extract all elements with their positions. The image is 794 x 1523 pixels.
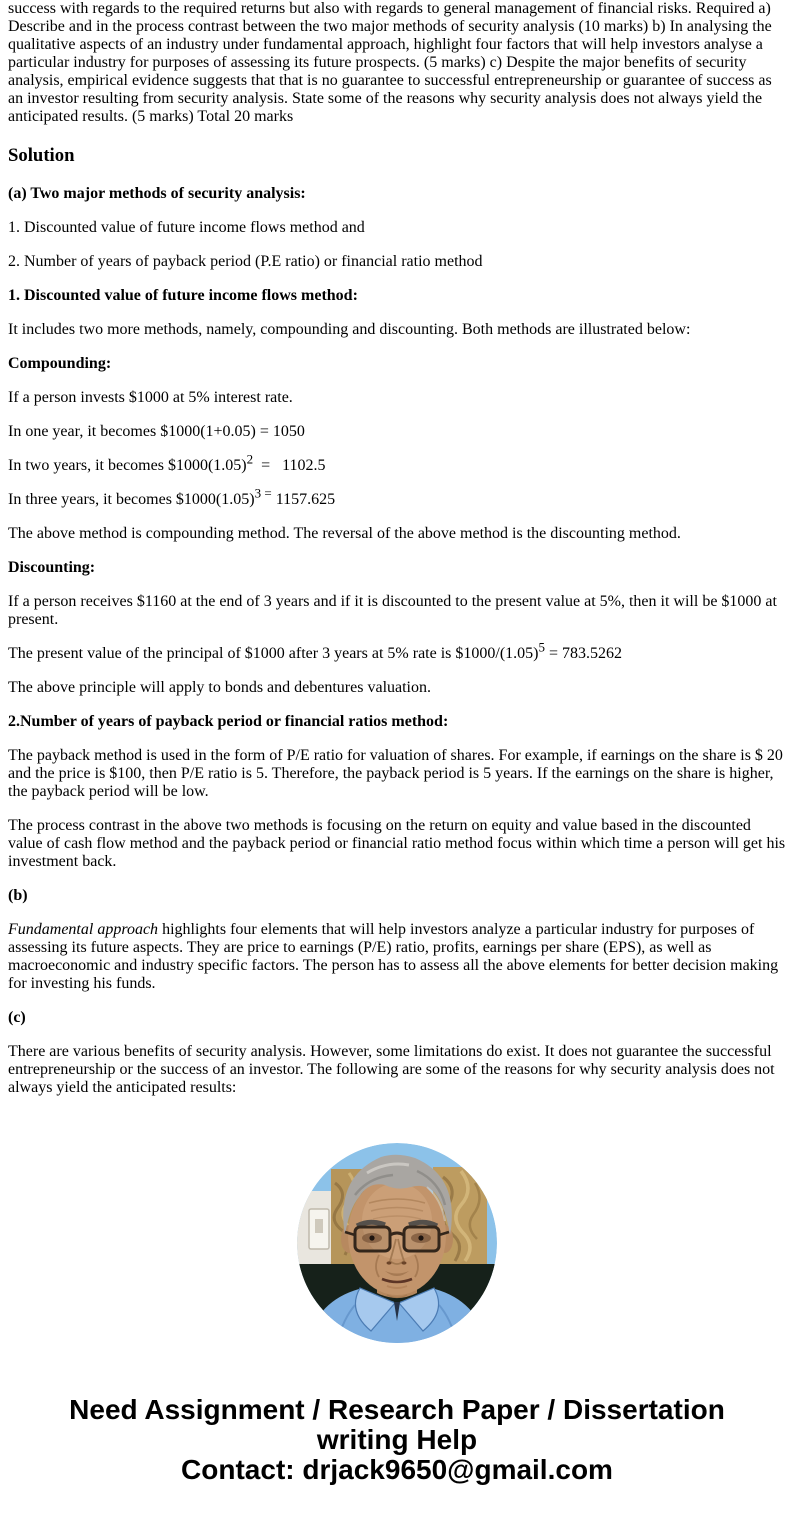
discounting-formula [8, 640, 786, 663]
compounding-year3 [8, 486, 786, 509]
discounting-p1: If a person receives $1160 at the end of 3 years and if it is discounted to the present value at 5%, then it will be $1000 at present. [8, 593, 777, 629]
discounting-heading: Discounting: [8, 559, 96, 577]
formula-exponent: 5 [538, 640, 545, 656]
compounding-invest: If a person invests $1000 at 5% interest rate. [8, 389, 293, 407]
banner-line-2: writing Help [316, 1424, 478, 1456]
portrait-image [297, 1143, 497, 1343]
banner-line-1: Need Assignment / Research Paper / Dissertation [69, 1394, 725, 1426]
intro-paragraph: success with regards to the required returns but also with regards to general management of financial risks. Required a) Describe and in the process contrast between the two major methods of security analysis (10 marks) b) In analysing the qualitative aspects of an industry under fundamental approach, highlight four factors that will help investors analyse a particular industry for purposes of assessing its future prospects. (5 marks) c) Despite the major benefits of security analysis, empirical evidence suggests that that is no guarantee to successful entrepreneurship or guarantee of success as an investor resulting from security analysis. State some of the reasons why security analysis does not always yield the anticipated results. (5 marks) Total 20 marks [8, 0, 772, 125]
formula-base: The present value of the principal of $1000 after 3 years at 5% rate is $1000/(1.05) [8, 645, 539, 663]
method1-intro: It includes two more methods, namely, compounding and discounting. Both methods are illustrated below: [8, 321, 691, 339]
formula-exponent: 2 [246, 452, 254, 468]
portrait-photo [297, 1143, 497, 1343]
part-c-paragraph: There are various benefits of security analysis. However, some limitations do exist. It does not guarantee the successful entrepreneurship or the success of an investor. The following are some of the reasons for why security analysis does not always yield the anticipated results: [8, 1043, 775, 1097]
method-item-2: 2. Number of years of payback period (P.E ratio) or financial ratio method [8, 253, 483, 271]
method-item-1: 1. Discounted value of future income flows method and [8, 219, 365, 237]
italic-lead: Fundamental approach [8, 921, 159, 939]
method1-heading: 1. Discounted value of future income flows method: [8, 287, 358, 305]
compounding-year2 [8, 452, 786, 475]
formula-result: = 1102.5 [253, 457, 326, 475]
part-b-heading: (b) [8, 887, 28, 905]
part-a-heading: (a) Two major methods of security analysis: [8, 185, 306, 203]
formula-result: = 783.5262 [544, 645, 623, 663]
part-b-paragraph [8, 921, 786, 993]
discounting-note: The above principle will apply to bonds and debentures valuation. [8, 679, 431, 697]
method2-p1: The payback method is used in the form of P/E ratio for valuation of shares. For example, if earnings on the share is $ 20 and the price is $100, then P/E ratio is 5. Therefore, the payback period is 5 years. If the earnings on the share is higher, the payback period will be low. [8, 747, 783, 801]
compounding-year1: In one year, it becomes $1000(1+0.05) = 1050 [8, 423, 305, 441]
banner-line-3: Contact: drjack9650@gmail.com [181, 1454, 613, 1486]
solution-heading: Solution [8, 144, 75, 166]
formula-exponent: 3 = [254, 486, 272, 502]
part-c-heading: (c) [8, 1009, 26, 1027]
formula-base: In three years, it becomes $1000(1.05) [8, 491, 255, 509]
formula-result: 1157.625 [271, 491, 336, 509]
compounding-heading: Compounding: [8, 355, 112, 373]
formula-base: In two years, it becomes $1000(1.05) [8, 457, 247, 475]
method2-p2: The process contrast in the above two methods is focusing on the return on equity and value based in the discounted value of cash flow method and the payback period or financial ratio method focus within which time a person will get his investment back. [8, 817, 786, 871]
method2-heading: 2.Number of years of payback period or financial ratios method: [8, 713, 449, 731]
paragraph-text: highlights four elements that will help investors analyze a particular industry for purposes of assessing its future aspects. They are price to earnings (P/E) ratio, profits, earnings per share (EPS), as well as macroeconomic and industry specific factors. The person has to assess all the above elements for better decision making for investing his funds. [8, 921, 779, 993]
contact-banner [8, 1395, 786, 1485]
compounding-note: The above method is compounding method. The reversal of the above method is the discounting method. [8, 525, 681, 543]
